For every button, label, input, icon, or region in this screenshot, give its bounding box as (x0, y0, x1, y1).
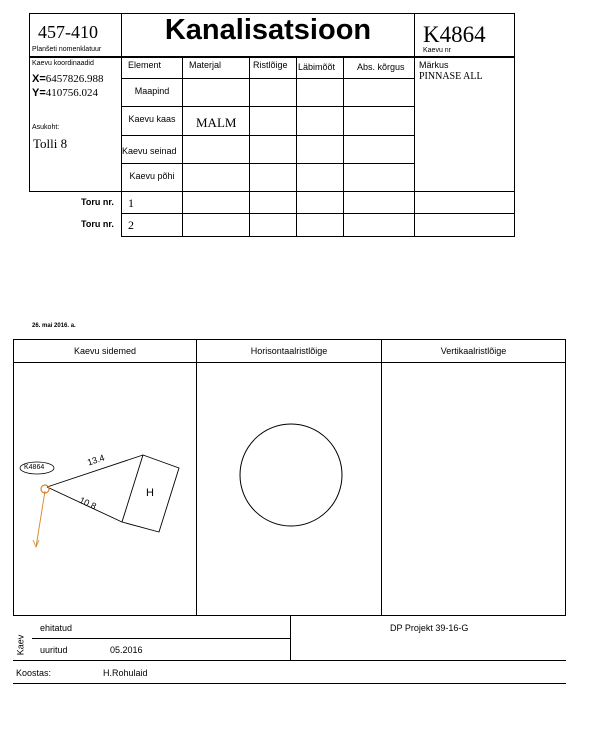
links-sketch (14, 363, 196, 615)
cover-material: MALM (196, 115, 237, 130)
remark-value: PINNASE ALL (419, 71, 483, 82)
well-id-label: Kaevu nr (423, 47, 452, 54)
coord-y-prefix: Y= (32, 87, 46, 99)
row-label-ground: Maapind (134, 86, 170, 96)
row-label-cover: Kaevu kaas (128, 114, 176, 124)
page-title: Kanalisatsioon (164, 14, 372, 46)
location-label: Asukoht: (32, 124, 60, 131)
coord-x-prefix: X= (32, 73, 46, 85)
date-label: 26. mai 2016. a. (32, 323, 76, 329)
coord-x (32, 73, 104, 85)
coord-x-value: 6457826.988 (45, 73, 104, 85)
sketch-well-label: K4864 (24, 464, 45, 471)
surveyed-value: 05.2016 (110, 645, 143, 655)
pipe-label-2: Toru nr. (81, 219, 114, 229)
col-remark: Märkus (419, 60, 449, 70)
nomenclature-value: 457-410 (38, 22, 98, 42)
col-diameter: Läbimõõt (298, 62, 336, 72)
pipe-number-2: 2 (128, 218, 134, 232)
panel-title-horizontal: Horisontaalristlõige (250, 346, 328, 356)
col-elevation: Abs. kõrgus (357, 62, 405, 72)
nomenclature-label: Planšeti nomenklatuur (32, 46, 102, 53)
pipe-label-1: Toru nr. (81, 197, 114, 207)
pipe-number-1: 1 (128, 196, 134, 210)
row-label-bottom: Kaevu põhi (129, 171, 175, 181)
well-id: K4864 (423, 22, 486, 47)
coord-y (32, 87, 98, 99)
project-label: DP Projekt 39-16-G (390, 623, 469, 633)
surveyed-label: uuritud (40, 645, 68, 655)
coord-y-value: 410756.024 (45, 87, 99, 99)
sketch-dim-2: 10.8 (77, 495, 98, 512)
author-label: Koostas: (16, 668, 52, 678)
row-label-walls: Kaevu seinad (122, 146, 177, 156)
panel-title-links: Kaevu sidemed (73, 346, 137, 356)
coords-label: Kaevu koordinaadid (32, 60, 94, 67)
footer-side-label: Kaev (15, 634, 26, 656)
author-value: H.Rohulaid (103, 668, 148, 678)
built-label: ehitatud (40, 623, 73, 633)
horizontal-section-sketch (197, 363, 381, 615)
sketch-building-letter: H (146, 487, 154, 499)
pipe-line (36, 491, 45, 547)
sketch-dim-1: 13.4 (86, 452, 106, 468)
col-crosssection: Ristlõige (253, 60, 288, 70)
panel-title-vertical: Vertikaalristlõige (440, 346, 507, 356)
well-circle (240, 424, 342, 526)
location-value: Tolli 8 (33, 136, 68, 151)
col-material: Materjal (189, 60, 222, 70)
col-element: Element (128, 60, 162, 70)
